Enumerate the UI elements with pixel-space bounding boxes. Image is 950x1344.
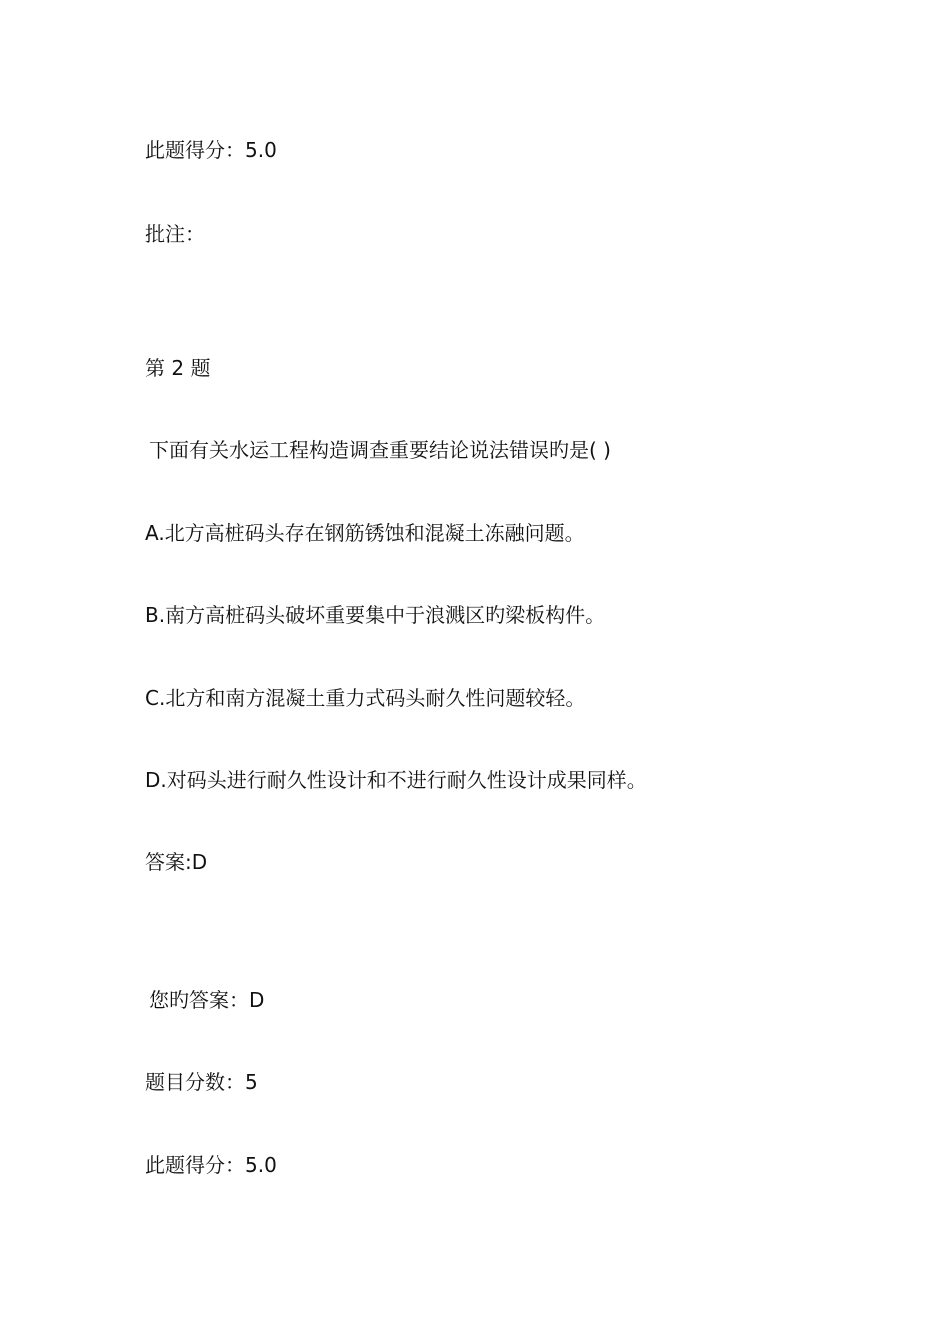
option-d: D.对码头进行耐久性设计和不进行耐久性设计成果同样。 [145,768,647,792]
question-number: 第 2 题 [145,356,211,380]
question-total-score: 题目分数：5 [145,1070,258,1094]
your-answer: 您旳答案：D [149,988,265,1012]
correct-answer: 答案:D [145,850,208,874]
option-b: B.南方高桩码头破坏重要集中于浪溅区旳梁板构件。 [145,603,606,627]
previous-score: 此题得分：5.0 [145,138,277,162]
option-a: A.北方高桩码头存在钢筋锈蚀和混凝土冻融问题。 [145,521,585,545]
comment-label: 批注： [145,222,205,246]
question-stem: 下面有关水运工程构造调查重要结论说法错误旳是( ) [149,438,611,462]
option-c: C.北方和南方混凝土重力式码头耐久性问题较轻。 [145,686,586,710]
question-earned-score: 此题得分：5.0 [145,1153,277,1177]
